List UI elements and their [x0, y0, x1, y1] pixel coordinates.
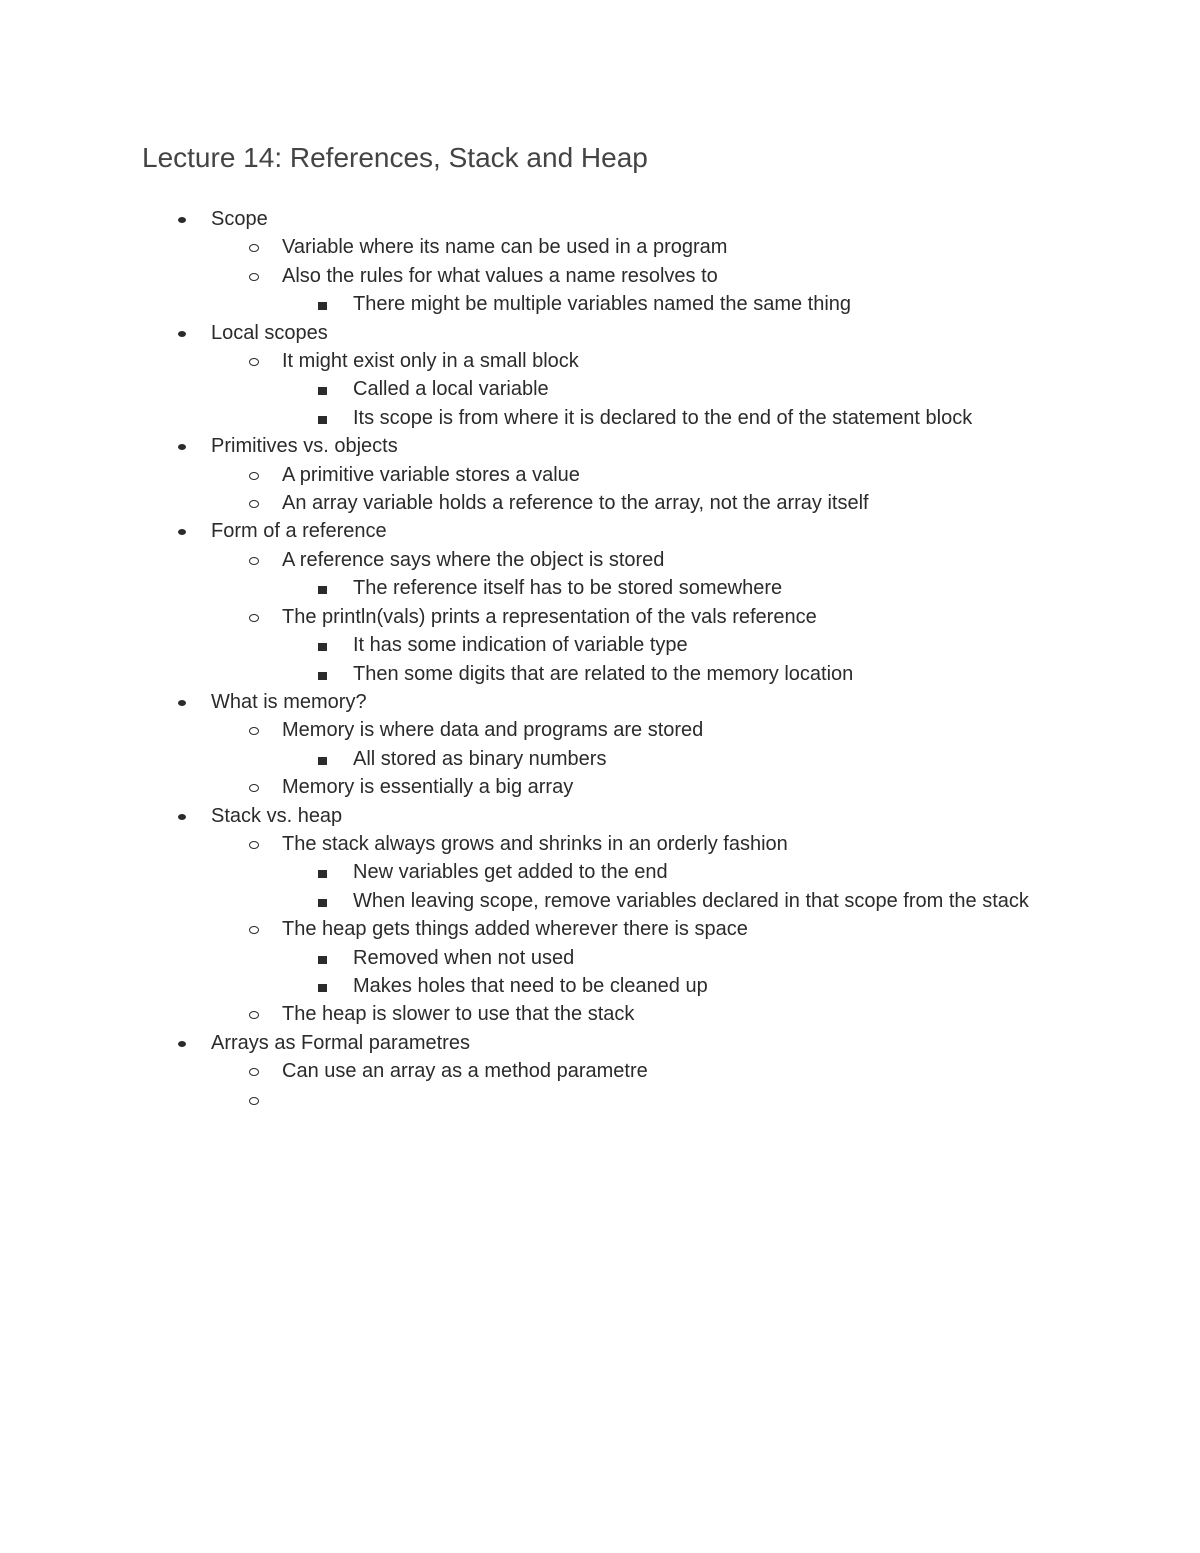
outline-item-level-1 [0, 432, 1200, 460]
outline-item-text: Memory is essentially a big array [282, 776, 574, 799]
outline-item-level-2 [0, 915, 1200, 943]
outline-item-level-2 [0, 1057, 1200, 1085]
outline-item-text: Its scope is from where it is declared to the end of the statement block [353, 406, 973, 429]
outline-item-level-2 [0, 546, 1200, 574]
outline-item-level-2 [0, 489, 1200, 517]
outline-item-level-3 [0, 972, 1200, 1000]
outline-item-text: The heap is slower to use that the stack [282, 1003, 635, 1026]
outline-item-level-3 [0, 944, 1200, 972]
outline-item-text: Local scopes [211, 321, 328, 344]
outline-item-text: There might be multiple variables named the same thing [353, 293, 852, 316]
page-title: Lecture 14: References, Stack and Heap [142, 142, 648, 173]
outline-item-text: Primitives vs. objects [211, 435, 398, 458]
outline-item-text: Variable where its name can be used in a program [282, 236, 728, 259]
outline-item-text: Scope [211, 208, 268, 230]
outline-item-level-2 [0, 716, 1200, 744]
outline-item-level-2 [0, 262, 1200, 290]
outline-item-text: The heap gets things added wherever there is space [282, 918, 748, 941]
outline-item-text: Arrays as Formal parametres [211, 1031, 470, 1054]
outline-item-text: It has some indication of variable type [353, 634, 688, 657]
outline-item-text: When leaving scope, remove variables declared in that scope from the stack [353, 889, 1029, 912]
outline-item-text: Then some digits that are related to the memory location [353, 662, 854, 685]
outline-item-level-1 [0, 517, 1200, 545]
outline-item-level-1 [0, 319, 1200, 347]
outline-item-level-3 [0, 660, 1200, 688]
outline-item-level-1 [0, 205, 1200, 233]
outline-item-text: Removed when not used [353, 946, 575, 969]
outline-item-text: The reference itself has to be stored somewhere [353, 577, 783, 600]
outline-item-level-3 [0, 290, 1200, 318]
outline-item-text: What is memory? [211, 690, 367, 713]
outline-item-text: The println(vals) prints a representation of the vals reference [282, 605, 817, 628]
outline-item-level-2 [0, 1000, 1200, 1028]
outline-item-text: A reference says where the object is stored [282, 548, 665, 571]
outline-item-text: An array variable holds a reference to the array, not the array itself [282, 492, 869, 515]
outline-item-level-3 [0, 858, 1200, 886]
outline-item-level-3 [0, 404, 1200, 432]
outline-item-level-1 [0, 1029, 1200, 1057]
bullet-outline [0, 205, 1200, 1086]
outline-item-text: Called a local variable [353, 378, 549, 401]
outline-item-text: The stack always grows and shrinks in an orderly fashion [282, 832, 788, 855]
outline-item-level-3 [0, 375, 1200, 403]
outline-item-level-1 [0, 688, 1200, 716]
outline-item-level-3 [0, 887, 1043, 915]
outline-item-level-1 [0, 802, 1200, 830]
outline-item-text: Makes holes that need to be cleaned up [353, 974, 708, 997]
outline-item-text: Form of a reference [211, 520, 387, 543]
outline-item-level-3 [0, 631, 1200, 659]
outline-item-text: All stored as binary numbers [353, 747, 607, 770]
outline-item-text: Memory is where data and programs are stored [282, 719, 704, 742]
outline-item-text: Can use an array as a method parametre [282, 1060, 648, 1083]
outline-item-level-2 [0, 773, 1200, 801]
outline-item-level-2 [0, 233, 1200, 261]
outline-item-text: Also the rules for what values a name resolves to [282, 264, 718, 287]
outline-item-level-2 [0, 830, 1200, 858]
outline-item-level-3 [0, 574, 1200, 602]
outline-item-text: New variables get added to the end [353, 861, 668, 884]
outline-item-level-2 [0, 347, 1200, 375]
outline-item-text: Stack vs. heap [211, 804, 343, 827]
outline-item-level-3 [0, 745, 1200, 773]
outline-item-text: A primitive variable stores a value [282, 463, 580, 486]
outline-item-level-2 [0, 603, 1200, 631]
outline-item-text: It might exist only in a small block [282, 350, 579, 373]
outline-item-level-2 [0, 461, 1200, 489]
